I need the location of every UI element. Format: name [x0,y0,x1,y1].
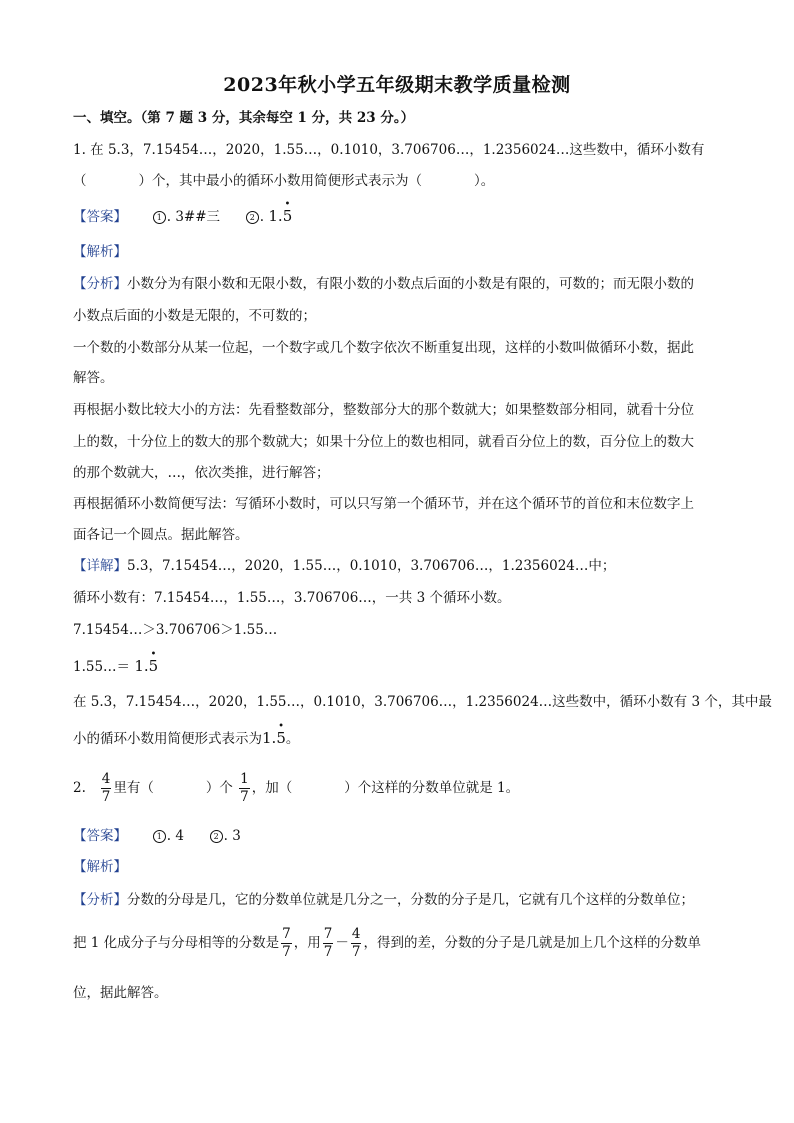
q1-analysis-p6: 上的数，十分位上的数大的那个数就大；如果十分位上的数也相同，就看百分位上的数，百分位上的数大 [73,434,694,450]
repeating-decimal: 1. • 5 [134,649,159,675]
q1-analysis-p8: 再根据循环小数简便写法：写循环小数时，可以只写第一个循环节，并在这个循环节的首位和末位数字上 [73,496,694,512]
fraction-1-7: $\frac{1}{7}$ [240,771,249,805]
q1-analysis-p3: 一个数的小数部分从某一位起，一个数字或几个数字依次不断重复出现，这样的小数叫做循环小数，据此 [73,340,694,356]
circled-number-2: 2 [246,211,259,224]
repeat-dot: • [278,721,285,732]
q1-answer-line: 【答案】 1 . 3##三 2 . 1. • 5 [73,199,293,225]
circled-number-1: 1 [153,211,166,224]
repeating-decimal: 1. • 5 [268,199,293,225]
q1-analysis-p5: 再根据小数比较大小的方法：先看整数部分，整数部分大的那个数就大；如果整数部分相同，就看十分位 [73,402,694,418]
answer-tag: 【答案】 [73,209,127,225]
q2-analysis-p3: 位，据此解答。 [73,985,168,1001]
q1-text-line2: （ ）个，其中最小的循环小数用简便形式表示为（ ）。 [73,173,495,189]
repeat-dot: • [150,649,157,660]
q1-detail-5: 在 5.3，7.15454…，2020，1.55…，0.1010，3.706706…，1.2356024…这些数中，循环小数有 3 个，其中最 [73,694,772,710]
q1-analysis-p7: 的那个数就大，…，依次类推，进行解答； [73,465,330,481]
q1-analysis-p1: 【分析】小数分为有限小数和无限小数，有限小数的小数点后面的小数是有限的，可数的；而无限小数的 [73,276,694,292]
q2-analysis-p1: 【分析】分数的分母是几，它的分数单位就是几分之一，分数的分子是几，它就有几个这样的分数单位； [73,892,694,908]
q2-analysis-tag: 【解析】 [73,859,127,875]
answer-tag: 【答案】 [73,828,127,844]
q1-analysis-tag: 【解析】 [73,244,127,260]
q1-analysis-p9: 面各记一个圆点。据此解答。 [73,527,249,543]
q1-analysis-p4: 解答。 [73,370,114,386]
circled-number-2: 2 [210,830,223,843]
q2-answer-1: . 4 [166,828,184,844]
q2-analysis-p2: 把 1 化成分子与分母相等的分数是 $\frac{7}{7}$ ，用 $\frac{7}{7}$ － $\frac{4}{7}$ ，得到的差，分数的分子是几就是加上几个这样的分数单 [73,926,701,960]
q1-detail-2: 循环小数有：7.15454…，1.55…，3.706706…，一共 3 个循环小数。 [73,590,511,606]
fraction-7-7: $\frac{7}{7}$ [323,926,333,960]
page-title: 2023年秋小学五年级期末教学质量检测 [223,74,571,96]
fraction-7-7: $\frac{7}{7}$ [282,926,291,960]
q1-detail-3: 7.15454…＞3.706706＞1.55… [73,622,278,638]
fraction-4-7: $\frac{4}{7}$ [101,771,111,805]
section-heading: 一、填空。（第 7 题 3 分，其余每空 1 分，共 23 分。） [73,110,415,126]
q1-detail-4: 1.55…＝ 1. • 5 [73,649,159,675]
q1-text-line1: 1. 在 5.3，7.15454…，2020，1.55…，0.1010，3.706706…，1.2356024…这些数中，循环小数有 [73,142,705,158]
fraction-4-7: $\frac{4}{7}$ [351,926,361,960]
q1-detail-1: 【详解】5.3，7.15454…，2020，1.55…，0.1010，3.706706…，1.2356024…中； [73,558,616,574]
repeat-dot: • [284,199,291,210]
q2-answer-2: . 3 [223,828,241,844]
q1-answer-1: . 3##三 [166,209,221,225]
q1-detail-6: 小的循环小数用简便形式表示为1. • 5。 [73,721,300,747]
q2-text: 2. $\frac{4}{7}$ 里有（ ）个 $\frac{1}{7}$ ，加（ ）个这样的分数单位就是 1。 [73,771,520,805]
repeating-decimal: 1. • 5 [262,721,286,747]
q1-analysis-p2: 小数点后面的小数是无限的，不可数的； [73,308,316,324]
q2-answer-line [73,826,754,846]
circled-number-1: 1 [153,830,166,843]
